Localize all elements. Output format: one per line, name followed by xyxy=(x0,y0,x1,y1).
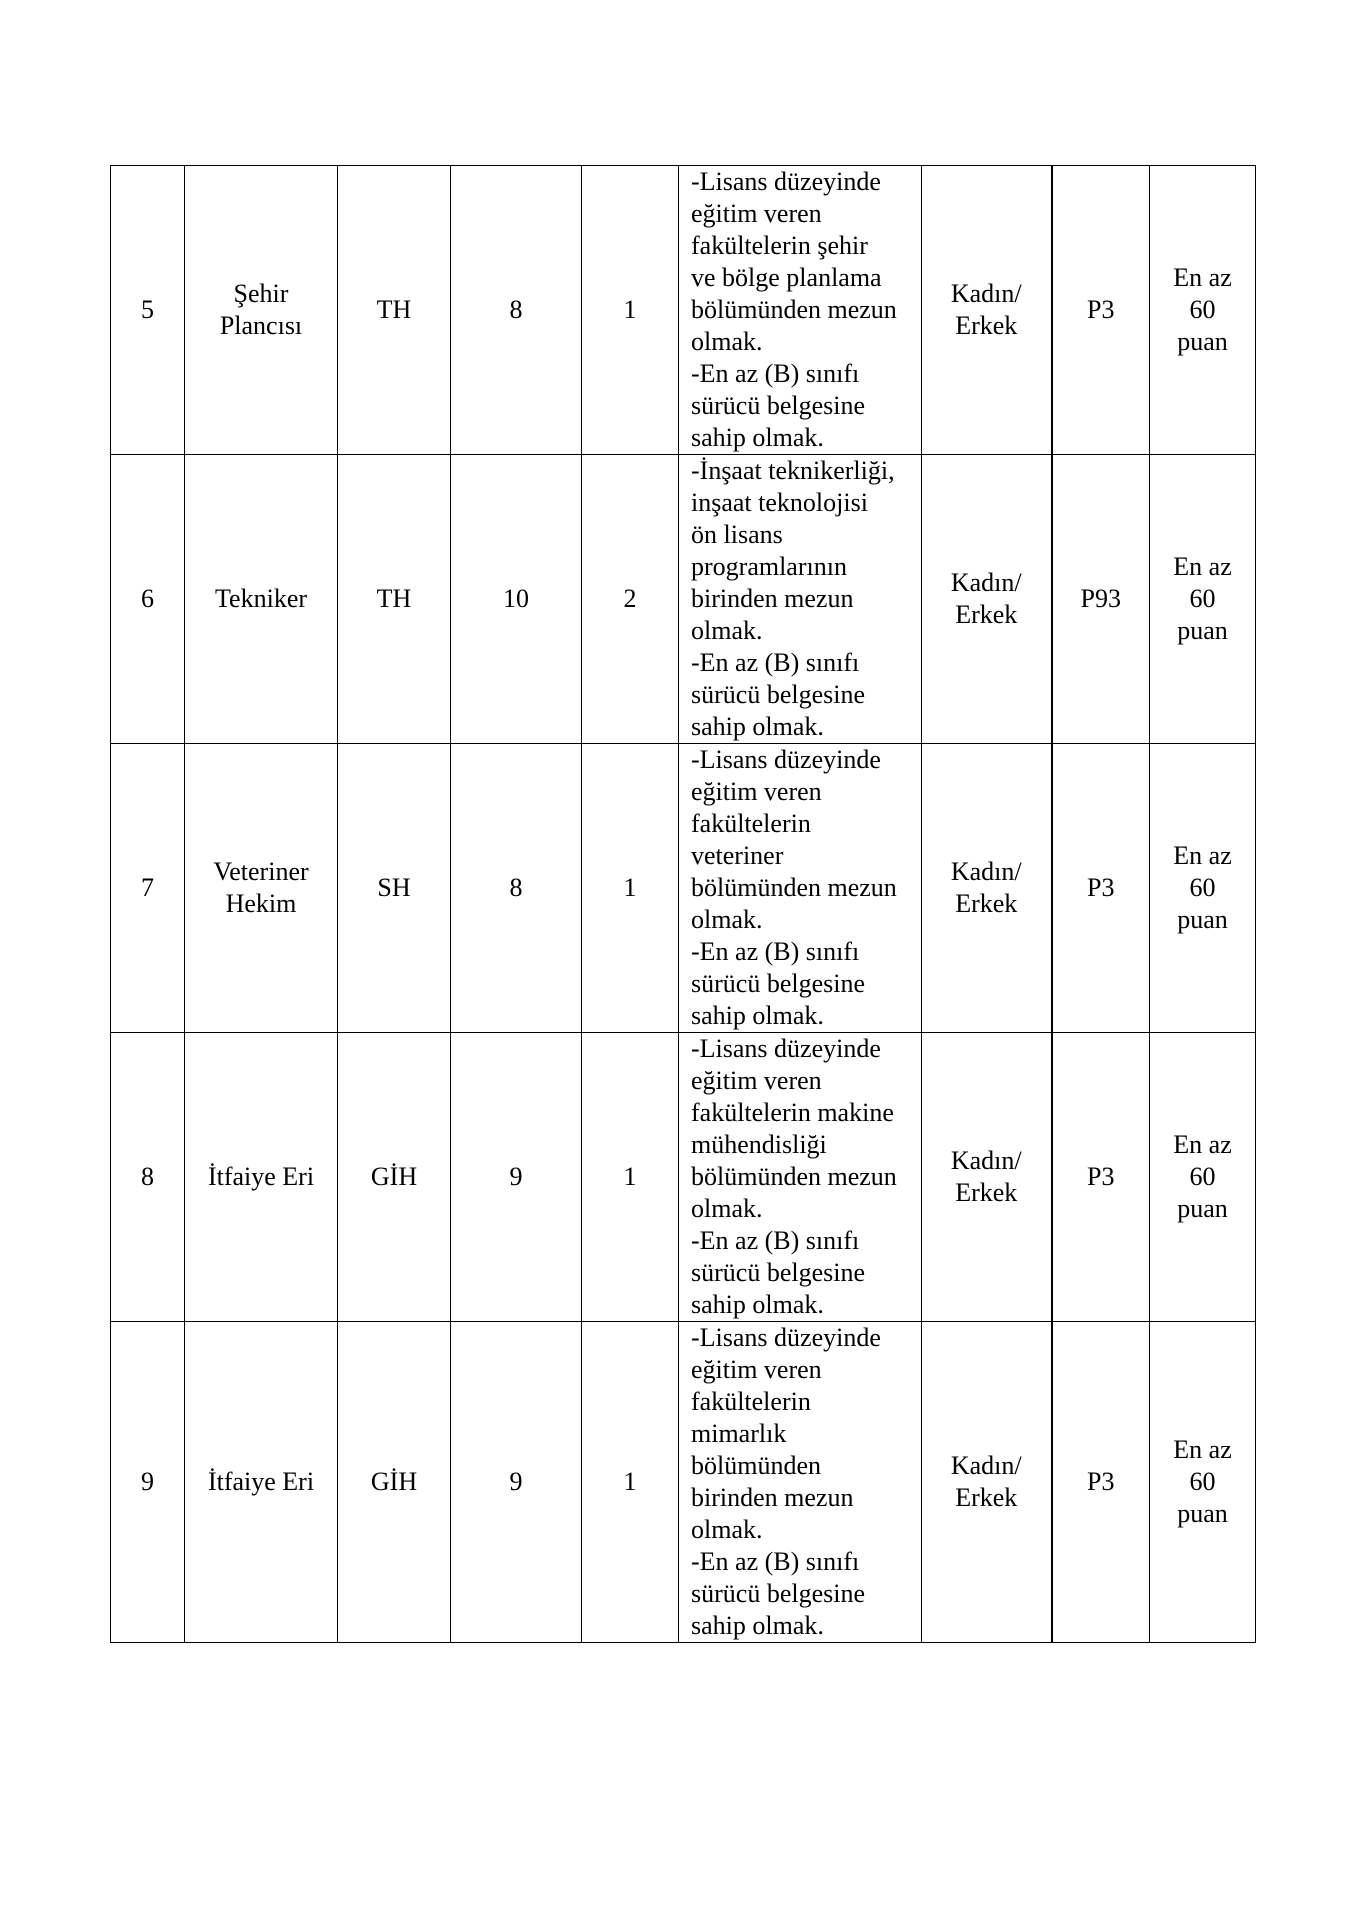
requirements-cell-line: olmak. xyxy=(691,616,763,645)
kpss-type-cell: P93 xyxy=(1052,455,1150,744)
requirements-cell-line: veteriner xyxy=(691,841,784,870)
count-cell: 2 xyxy=(582,455,679,744)
grade-cell: 10 xyxy=(451,455,582,744)
requirements-cell-line: sahip olmak. xyxy=(691,712,824,741)
requirements-cell-line: fakültelerin xyxy=(691,1387,811,1416)
min-score-cell-line: puan xyxy=(1177,616,1228,645)
requirements-cell-line: birinden mezun xyxy=(691,584,854,613)
kpss-type-cell: P3 xyxy=(1052,744,1150,1033)
class-cell: TH xyxy=(338,166,451,455)
kpss-type-cell: P3 xyxy=(1052,1033,1150,1322)
min-score-cell-line: puan xyxy=(1177,1194,1228,1223)
min-score-cell-line: En az xyxy=(1173,552,1232,581)
requirements-cell-line: fakültelerin şehir xyxy=(691,231,868,260)
min-score-cell-line: 60 xyxy=(1189,1467,1216,1496)
min-score-cell-line: En az xyxy=(1173,1435,1232,1464)
table-row xyxy=(111,455,1256,744)
requirements-cell-line: programlarının xyxy=(691,552,847,581)
requirements-cell-line: sahip olmak. xyxy=(691,1611,824,1640)
gender-cell xyxy=(922,744,1052,1033)
gender-cell-line: Erkek xyxy=(955,311,1018,340)
requirements-cell-line: -En az (B) sınıfı xyxy=(691,937,860,966)
position-title-cell-line: Veteriner xyxy=(213,857,309,886)
gender-cell-line: Erkek xyxy=(955,1178,1018,1207)
gender-cell xyxy=(922,1322,1052,1643)
requirements-cell-line: -İnşaat teknikerliği, xyxy=(691,456,895,485)
requirements-cell-line: -Lisans düzeyinde xyxy=(691,167,881,196)
row-number-cell: 6 xyxy=(111,455,185,744)
row-number-cell: 8 xyxy=(111,1033,185,1322)
requirements-cell-line: -Lisans düzeyinde xyxy=(691,745,881,774)
table-body xyxy=(111,166,1256,1643)
gender-cell-line: Erkek xyxy=(955,600,1018,629)
class-cell: SH xyxy=(338,744,451,1033)
min-score-cell xyxy=(1150,744,1256,1033)
requirements-cell-line: sürücü belgesine xyxy=(691,1258,866,1287)
requirements-cell-line: olmak. xyxy=(691,1515,763,1544)
kpss-type-cell: P3 xyxy=(1052,166,1150,455)
min-score-cell-line: puan xyxy=(1177,327,1228,356)
gender-cell xyxy=(922,1033,1052,1322)
gender-cell-line: Kadın/ xyxy=(950,1146,1022,1175)
table-row xyxy=(111,166,1256,455)
count-cell: 1 xyxy=(582,166,679,455)
position-title-cell-line: İtfaiye Eri xyxy=(207,1162,315,1191)
gender-cell xyxy=(922,455,1052,744)
min-score-cell-line: 60 xyxy=(1189,295,1216,324)
requirements-cell xyxy=(679,1322,922,1643)
requirements-cell-line: bölümünden mezun xyxy=(691,873,897,902)
min-score-cell-line: 60 xyxy=(1189,584,1216,613)
row-number-cell: 9 xyxy=(111,1322,185,1643)
requirements-cell-line: bölümünden mezun xyxy=(691,1162,897,1191)
requirements-cell-line: olmak. xyxy=(691,327,763,356)
requirements-cell-line: sürücü belgesine xyxy=(691,1579,866,1608)
table-row xyxy=(111,1322,1256,1643)
requirements-cell-line: -En az (B) sınıfı xyxy=(691,648,860,677)
requirements-cell-line: mimarlık xyxy=(691,1419,787,1448)
gender-cell-line: Kadın/ xyxy=(950,279,1022,308)
position-title-cell xyxy=(185,744,338,1033)
gender-cell-line: Kadın/ xyxy=(950,857,1022,886)
min-score-cell-line: 60 xyxy=(1189,873,1216,902)
min-score-cell-line: 60 xyxy=(1189,1162,1216,1191)
count-cell: 1 xyxy=(582,1033,679,1322)
requirements-cell xyxy=(679,1033,922,1322)
position-title-cell xyxy=(185,1033,338,1322)
requirements-cell xyxy=(679,166,922,455)
positions-table xyxy=(110,165,1256,1643)
table-row xyxy=(111,744,1256,1033)
requirements-cell xyxy=(679,455,922,744)
gender-cell-line: Erkek xyxy=(955,1483,1018,1512)
grade-cell: 9 xyxy=(451,1033,582,1322)
requirements-cell-line: eğitim veren xyxy=(691,199,822,228)
requirements-cell-line: mühendisliği xyxy=(691,1130,827,1159)
requirements-cell-line: inşaat teknolojisi xyxy=(691,488,868,517)
count-cell: 1 xyxy=(582,744,679,1033)
requirements-cell-line: eğitim veren xyxy=(691,777,822,806)
requirements-cell-line: olmak. xyxy=(691,905,763,934)
class-cell: GİH xyxy=(338,1033,451,1322)
requirements-cell-line: bölümünden mezun xyxy=(691,295,897,324)
position-title-cell xyxy=(185,1322,338,1643)
min-score-cell xyxy=(1150,455,1256,744)
gender-cell xyxy=(922,166,1052,455)
class-cell: TH xyxy=(338,455,451,744)
requirements-cell-line: sürücü belgesine xyxy=(691,680,866,709)
min-score-cell-line: puan xyxy=(1177,1499,1228,1528)
requirements-cell-line: sahip olmak. xyxy=(691,1290,824,1319)
requirements-cell-line: sürücü belgesine xyxy=(691,391,866,420)
gender-cell-line: Kadın/ xyxy=(950,568,1022,597)
requirements-cell-line: eğitim veren xyxy=(691,1066,822,1095)
requirements-cell-line: -En az (B) sınıfı xyxy=(691,359,860,388)
grade-cell: 8 xyxy=(451,744,582,1033)
position-title-cell-line: Tekniker xyxy=(214,584,308,613)
requirements-cell-line: sahip olmak. xyxy=(691,1001,824,1030)
position-title-cell xyxy=(185,455,338,744)
min-score-cell-line: En az xyxy=(1173,1130,1232,1159)
row-number-cell: 7 xyxy=(111,744,185,1033)
position-title-cell xyxy=(185,166,338,455)
min-score-cell-line: En az xyxy=(1173,841,1232,870)
requirements-cell-line: olmak. xyxy=(691,1194,763,1223)
min-score-cell xyxy=(1150,1033,1256,1322)
requirements-cell-line: bölümünden xyxy=(691,1451,821,1480)
requirements-cell-line: sahip olmak. xyxy=(691,423,824,452)
requirements-cell-line: -En az (B) sınıfı xyxy=(691,1547,860,1576)
kpss-type-cell: P3 xyxy=(1052,1322,1150,1643)
position-title-cell-line: İtfaiye Eri xyxy=(207,1467,315,1496)
position-title-cell-line: Şehir xyxy=(233,279,289,308)
requirements-cell-line: eğitim veren xyxy=(691,1355,822,1384)
row-number-cell: 5 xyxy=(111,166,185,455)
requirements-cell-line: -Lisans düzeyinde xyxy=(691,1323,881,1352)
gender-cell-line: Erkek xyxy=(955,889,1018,918)
min-score-cell xyxy=(1150,166,1256,455)
position-title-cell-line: Hekim xyxy=(225,889,297,918)
grade-cell: 8 xyxy=(451,166,582,455)
requirements-cell-line: -En az (B) sınıfı xyxy=(691,1226,860,1255)
requirements-cell-line: fakültelerin xyxy=(691,809,811,838)
table-row xyxy=(111,1033,1256,1322)
requirements-cell-line: ön lisans xyxy=(691,520,783,549)
requirements-cell-line: ve bölge planlama xyxy=(691,263,882,292)
grade-cell: 9 xyxy=(451,1322,582,1643)
min-score-cell xyxy=(1150,1322,1256,1643)
gender-cell-line: Kadın/ xyxy=(950,1451,1022,1480)
requirements-cell xyxy=(679,744,922,1033)
min-score-cell-line: En az xyxy=(1173,263,1232,292)
requirements-cell-line: birinden mezun xyxy=(691,1483,854,1512)
count-cell: 1 xyxy=(582,1322,679,1643)
min-score-cell-line: puan xyxy=(1177,905,1228,934)
position-title-cell-line: Plancısı xyxy=(219,311,303,340)
requirements-cell-line: sürücü belgesine xyxy=(691,969,866,998)
class-cell: GİH xyxy=(338,1322,451,1643)
requirements-cell-line: fakültelerin makine xyxy=(691,1098,894,1127)
requirements-cell-line: -Lisans düzeyinde xyxy=(691,1034,881,1063)
